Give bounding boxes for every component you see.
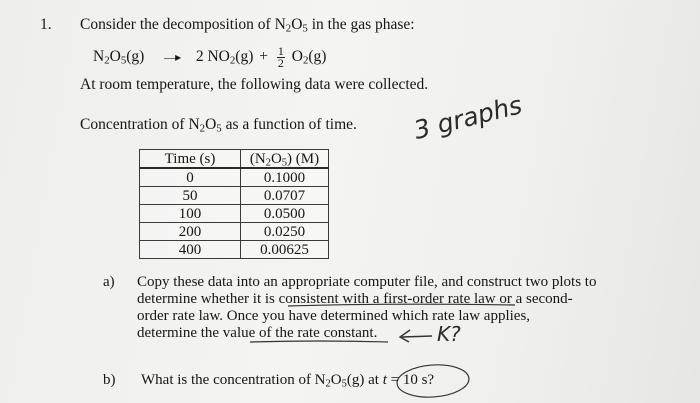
question-number: 1.	[40, 16, 52, 33]
room-temp-line: At room temperature, the following data were collected.	[80, 76, 429, 93]
time-cell: 0	[140, 168, 241, 187]
time-cell: 50	[140, 187, 241, 205]
concentration-cell: 0.1000	[241, 168, 329, 187]
concentration-cell: 0.0500	[241, 205, 329, 223]
concentration-cell: 0.0707	[241, 187, 329, 205]
one-half-fraction: $\frac{1}{2}$	[277, 44, 284, 70]
handwritten-graphs-note: 3 graphs	[410, 90, 525, 145]
underline-mark	[250, 341, 388, 342]
handwritten-k-note: K?	[437, 322, 461, 346]
part-a-label: a)	[103, 274, 115, 290]
reaction-arrow: —▸	[164, 50, 181, 65]
part-b-label: b)	[103, 372, 116, 388]
concentration-cell: 0.0250	[241, 223, 329, 241]
arrow-left-icon	[402, 336, 432, 337]
part-a-line-3: order rate law. Once you have determined which rate law applies,	[137, 308, 531, 324]
concentration-cell: 0.00625	[241, 241, 329, 259]
underline-mark	[288, 304, 515, 306]
column-header-time: Time (s)	[140, 150, 241, 169]
time-cell: 200	[140, 223, 241, 241]
question-intro: Consider the decomposition of $N_2O_5$ in the gas phase:	[80, 16, 415, 35]
part-a-line-1: Copy these data into an appropriate computer file, and construct two plots to	[137, 274, 597, 290]
concentration-line: Concentration of $N_2O_5$ as a function of time.	[80, 116, 357, 135]
time-cell: 400	[140, 241, 241, 259]
reaction-equation: $N_2O_5(g)$ —▸ 2 $NO_2(g)$ + $\frac{1}{2}$ $O_2(g)$	[93, 44, 327, 70]
column-header-concentration: $(N_2O_5)$ (M)	[241, 150, 329, 169]
part-a-line-4: determine the value of the rate constant.	[137, 325, 378, 341]
arrow-head-icon	[400, 330, 410, 342]
time-cell: 100	[140, 205, 241, 223]
part-b-question: What is the concentration of $N_2O_5(g)$ at t = 10 s?	[141, 372, 435, 390]
part-a-line-2: determine whether it is consistent with a first-order rate law or a second-	[137, 291, 573, 307]
